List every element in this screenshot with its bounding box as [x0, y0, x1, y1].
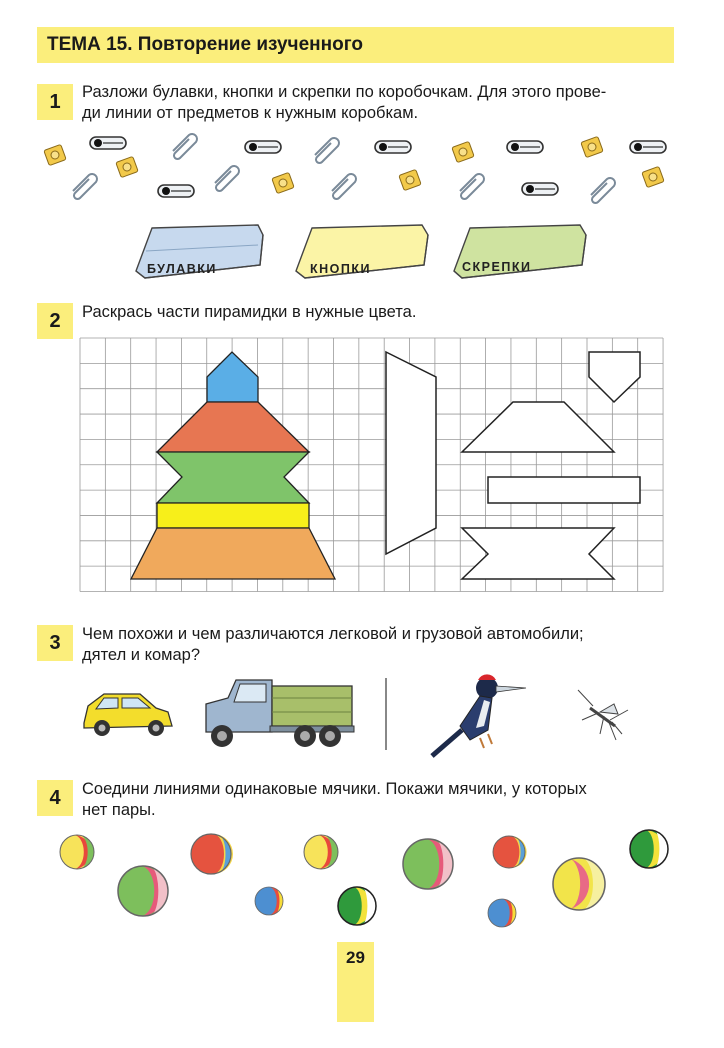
topic-title: ТЕМА 15. Повторение изученного [47, 34, 363, 55]
push-pin-icon[interactable] [399, 169, 421, 190]
paper-clip-icon[interactable] [591, 178, 615, 203]
outline-middle-piece[interactable] [462, 528, 614, 579]
ball-icon[interactable] [403, 839, 453, 889]
task-1-line-1: Разложи булавки, кнопки и скрепки по коробочкам. Для этого прове- [82, 83, 607, 101]
outline-top-piece[interactable] [589, 352, 640, 402]
ball-icon[interactable] [191, 834, 233, 874]
paper-clip-icon[interactable] [315, 138, 339, 163]
ball-icon[interactable] [493, 836, 527, 868]
task-1-number: 1 [37, 84, 73, 120]
outline-band-piece[interactable] [488, 477, 640, 503]
task-3-line-1: Чем похожи и чем различаются легковой и грузовой автомобили; [82, 625, 584, 643]
page-number: 29 [346, 948, 365, 967]
box-clips[interactable] [454, 225, 586, 278]
task-1-text [82, 82, 676, 124]
push-pin-icon[interactable] [44, 144, 66, 165]
ball-icon[interactable] [488, 899, 516, 927]
balls-area [0, 828, 724, 938]
task-3-number: 3 [37, 625, 73, 661]
safety-pin-icon[interactable] [630, 141, 666, 153]
safety-pin-icon[interactable] [507, 141, 543, 153]
task-4-text [82, 779, 676, 821]
ball-icon[interactable] [255, 887, 283, 915]
paper-clip-icon[interactable] [460, 174, 484, 199]
outline-upper-piece[interactable] [462, 402, 614, 452]
colored-pyramid [131, 352, 335, 579]
paper-clip-icon[interactable] [332, 174, 356, 199]
push-pin-icon[interactable] [116, 156, 138, 177]
vehicles-animals-area [0, 668, 724, 768]
pyramid-band [157, 503, 309, 528]
pyramid-top [207, 352, 258, 402]
task-3-line-2: дятел и комар? [82, 646, 201, 664]
sorting-items-area [0, 125, 724, 305]
push-pin-icon[interactable] [642, 166, 664, 187]
pyramid-upper-part [157, 402, 309, 452]
ball-icon[interactable] [553, 858, 605, 910]
task-2-line-1: Раскрась части пирамидки в нужные цвета. [82, 303, 417, 321]
ball-icon[interactable] [630, 830, 668, 868]
paper-clip-icon[interactable] [173, 134, 197, 159]
task-3-text [82, 624, 676, 666]
safety-pin-icon[interactable] [90, 137, 126, 149]
topic-header [37, 27, 674, 63]
ball-icon[interactable] [60, 835, 94, 869]
push-pin-icon[interactable] [452, 141, 474, 162]
safety-pin-icon[interactable] [158, 185, 194, 197]
task-4-line-2: нет пары. [82, 801, 156, 819]
woodpecker-icon[interactable] [432, 674, 526, 756]
safety-pin-icon[interactable] [522, 183, 558, 195]
task-2-text [82, 302, 676, 323]
outline-trapezoid-piece[interactable] [386, 352, 436, 554]
pyramid-base [131, 528, 335, 579]
paper-clip-icon[interactable] [73, 174, 97, 199]
task-2-number: 2 [37, 303, 73, 339]
outline-pieces [386, 352, 640, 579]
box-pins-label: БУЛАВКИ [147, 262, 217, 276]
safety-pin-icon[interactable] [375, 141, 411, 153]
mosquito-icon[interactable] [578, 690, 628, 740]
truck-icon[interactable] [206, 680, 354, 747]
ball-icon[interactable] [338, 887, 376, 925]
ball-icon[interactable] [118, 866, 168, 916]
box-pins[interactable] [136, 225, 263, 278]
task-4-number: 4 [37, 780, 73, 816]
paper-clip-icon[interactable] [215, 166, 239, 191]
task-1-line-2: ди линии от предметов к нужным коробкам. [82, 104, 419, 122]
push-pin-icon[interactable] [581, 136, 603, 157]
pyramid-middle-part [157, 452, 309, 503]
ball-icon[interactable] [304, 835, 338, 869]
car-icon[interactable] [84, 694, 172, 736]
safety-pin-icon[interactable] [245, 141, 281, 153]
box-clips-label: СКРЕПКИ [462, 260, 532, 274]
push-pin-icon[interactable] [272, 172, 294, 193]
pyramid-grid-area [0, 330, 724, 600]
box-pushpins-label: КНОПКИ [310, 262, 371, 276]
box-pushpins[interactable] [296, 225, 428, 278]
task-4-line-1: Соедини линиями одинаковые мячики. Покажи мячики, у которых [82, 780, 587, 798]
